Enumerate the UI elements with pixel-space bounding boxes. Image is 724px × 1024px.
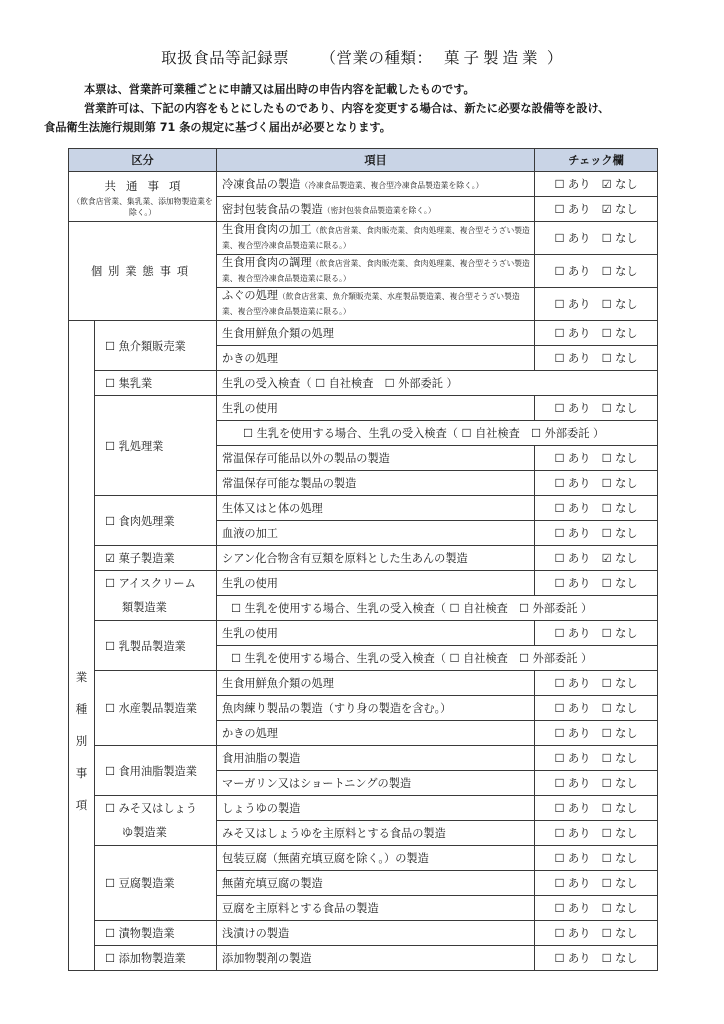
item-cell: かきの処理 — [217, 721, 535, 746]
business-kind: 菓子製造業 — [443, 49, 542, 67]
intro-line-1: 本票は、営業許可業種ごとに申請又は届出時の申告内容を記載したものです。 — [84, 83, 475, 96]
check-cell[interactable]: ☐ あり ☐ なし — [535, 821, 658, 846]
sector-milk-collection[interactable]: ☐ 集乳業 — [95, 371, 217, 396]
sector-ice-cream-line1: ☐ アイスクリーム — [105, 576, 196, 590]
item-cell: みそ又はしょうゆを主原料とする食品の製造 — [217, 821, 535, 846]
check-cell[interactable]: ☐ あり ☐ なし — [535, 721, 658, 746]
check-cell[interactable]: ☐ あり ☐ なし — [535, 496, 658, 521]
sector-meat-processing[interactable]: ☐ 食肉処理業 — [95, 496, 217, 546]
item-cell: 常温保存可能品以外の製品の製造 — [217, 446, 535, 471]
table-row — [69, 371, 658, 396]
header-item: 項目 — [217, 149, 535, 172]
sector-ice-cream[interactable] — [95, 571, 217, 621]
item-cell: しょうゆの製造 — [217, 796, 535, 821]
table-row — [69, 796, 658, 821]
item-cell: 血液の加工 — [217, 521, 535, 546]
sector-edible-oil[interactable]: ☐ 食用油脂製造業 — [95, 746, 217, 796]
item-note: （飲食店営業、魚介類販売業、水産製品製造業、複合型そうざい製造業、複合型冷凍食品製造業に限る。） — [222, 292, 520, 316]
item-cell: 包装豆腐（無菌充填豆腐を除く。）の製造 — [217, 846, 535, 871]
item-cell: 魚肉練り製品の製造（すり身の製造を含む。） — [217, 696, 535, 721]
sector-additives[interactable]: ☐ 添加物製造業 — [95, 946, 217, 971]
individual-label: 個別業態事項 — [69, 222, 217, 321]
header-category: 区分 — [69, 149, 217, 172]
table-row — [69, 921, 658, 946]
item-cell: マーガリン又はショートニングの製造 — [217, 771, 535, 796]
check-cell[interactable]: ☐ あり ☐ なし — [535, 446, 658, 471]
check-cell[interactable]: ☐ あり ☐ なし — [535, 846, 658, 871]
table-row — [69, 546, 658, 571]
table-row — [69, 846, 658, 871]
item-cell: 食用油脂の製造 — [217, 746, 535, 771]
inspection-cell[interactable]: 生乳の受入検査（ ☐ 自社検査 ☐ 外部委託 ） — [217, 371, 658, 396]
item-cell: 生乳の使用 — [217, 396, 535, 421]
sector-miso-soy[interactable] — [95, 796, 217, 846]
check-cell[interactable]: ☐ あり ☐ なし — [535, 896, 658, 921]
item-cell: かきの処理 — [217, 346, 535, 371]
check-cell[interactable]: ☐ あり ☐ なし — [535, 521, 658, 546]
check-cell[interactable]: ☐ あり ☑ なし — [535, 546, 658, 571]
sector-miso-soy-line1: ☐ みそ又はしょう — [105, 801, 197, 815]
item-note: （冷凍食品製造業、複合型冷凍食品製造業を除く。） — [300, 181, 484, 190]
intro-line-2: 営業許可は、下記の内容をもとにしたものであり、内容を変更する場合は、新たに必要な設備等を設け、 — [84, 102, 610, 115]
inspection-cell[interactable]: ☐ 生乳を使用する場合、生乳の受入検査（ ☐ 自社検査 ☐ 外部委託 ） — [217, 596, 658, 621]
inspection-cell[interactable]: ☐ 生乳を使用する場合、生乳の受入検査（ ☐ 自社検査 ☐ 外部委託 ） — [217, 421, 658, 446]
check-cell[interactable]: ☐ あり ☐ なし — [535, 321, 658, 346]
check-cell[interactable]: ☐ あり ☑ なし — [535, 172, 658, 197]
table-row — [69, 396, 658, 421]
item-cell: 生体又はと体の処理 — [217, 496, 535, 521]
intro-line-3: 食品衛生法施行規則第 71 条の規定に基づく届出が必要となります。 — [44, 121, 391, 134]
check-cell[interactable]: ☐ あり ☐ なし — [535, 696, 658, 721]
item-cell: 生乳の使用 — [217, 621, 535, 646]
check-cell[interactable]: ☐ あり ☐ なし — [535, 871, 658, 896]
item-note: （飲食店営業、食肉販売業、食肉処理業、複合型そうざい製造業、複合型冷凍食品製造業に限る。） — [222, 259, 530, 283]
item-cell: 生食用鮮魚介類の処理 — [217, 671, 535, 696]
item-cell: 生食用鮮魚介類の処理 — [217, 321, 535, 346]
item-cell: 浅漬けの製造 — [217, 921, 535, 946]
table-row — [69, 746, 658, 771]
item-note: （密封包装食品製造業を除く。） — [322, 206, 436, 215]
check-cell[interactable]: ☐ あり ☑ なし — [535, 197, 658, 222]
item-cell: ふぐの処理（飲食店営業、魚介類販売業、水産製品製造業、複合型そうざい製造業、複合型冷凍食品製造業に限る。） — [217, 288, 535, 321]
common-note: （飲食店営業、集乳業、添加物製造業を除く。） — [72, 196, 213, 217]
check-cell[interactable]: ☐ あり ☐ なし — [535, 946, 658, 971]
sector-pickles[interactable]: ☐ 漬物製造業 — [95, 921, 217, 946]
check-cell[interactable]: ☐ あり ☐ なし — [535, 921, 658, 946]
check-cell[interactable]: ☐ あり ☐ なし — [535, 746, 658, 771]
form-title-paren-close: ） — [546, 49, 563, 67]
check-cell[interactable]: ☐ あり ☐ なし — [535, 571, 658, 596]
check-cell[interactable]: ☐ あり ☐ なし — [535, 288, 658, 321]
inspection-cell[interactable]: ☐ 生乳を使用する場合、生乳の受入検査（ ☐ 自社検査 ☐ 外部委託 ） — [217, 646, 658, 671]
industry-vertical-label: 業 種 別 事 項 — [69, 321, 95, 971]
item-cell: 密封包装食品の製造（密封包装食品製造業を除く。） — [217, 197, 535, 222]
check-cell[interactable]: ☐ あり ☐ なし — [535, 621, 658, 646]
form-title — [0, 46, 724, 68]
item-cell: 生乳の使用 — [217, 571, 535, 596]
table-row — [69, 946, 658, 971]
table-row — [69, 222, 658, 255]
form-title-main: 取扱食品等記録票 — [161, 49, 290, 67]
check-cell[interactable]: ☐ あり ☐ なし — [535, 471, 658, 496]
check-cell[interactable]: ☐ あり ☐ なし — [535, 796, 658, 821]
table-row — [69, 321, 658, 346]
intro-text — [44, 80, 688, 137]
check-cell[interactable]: ☐ あり ☐ なし — [535, 346, 658, 371]
table-row — [69, 621, 658, 646]
food-record-table — [68, 148, 658, 971]
common-label: 共通事項 — [104, 178, 191, 193]
check-cell[interactable]: ☐ あり ☐ なし — [535, 222, 658, 255]
sector-seafood-products[interactable]: ☐ 水産製品製造業 — [95, 671, 217, 746]
item-cell: 生食用食肉の調理（飲食店営業、食肉販売業、食肉処理業、複合型そうざい製造業、複合型冷凍食品製造業に限る。） — [217, 255, 535, 288]
item-cell: 生食用食肉の加工（飲食店営業、食肉販売業、食肉処理業、複合型そうざい製造業、複合型冷凍食品製造業に限る。） — [217, 222, 535, 255]
check-cell[interactable]: ☐ あり ☐ なし — [535, 771, 658, 796]
sector-ice-cream-line2: 類製造業 — [122, 600, 167, 614]
item-cell: 冷凍食品の製造（冷凍食品製造業、複合型冷凍食品製造業を除く。） — [217, 172, 535, 197]
table-row — [69, 671, 658, 696]
common-category — [69, 172, 217, 222]
sector-dairy-products[interactable]: ☐ 乳製品製造業 — [95, 621, 217, 671]
table-row — [69, 496, 658, 521]
item-cell: 無菌充填豆腐の製造 — [217, 871, 535, 896]
check-cell[interactable]: ☐ あり ☐ なし — [535, 671, 658, 696]
item-cell: 常温保存可能な製品の製造 — [217, 471, 535, 496]
item-cell: 豆腐を主原料とする食品の製造 — [217, 896, 535, 921]
table-row — [69, 172, 658, 197]
check-cell[interactable]: ☐ あり ☐ なし — [535, 255, 658, 288]
item-cell: シアン化合物含有豆類を原料とした生あんの製造 — [217, 546, 535, 571]
sector-milk-processing[interactable]: ☐ 乳処理業 — [95, 396, 217, 496]
table-row — [69, 571, 658, 596]
item-note: （飲食店営業、食肉販売業、食肉処理業、複合型そうざい製造業、複合型冷凍食品製造業に限る。） — [222, 226, 530, 250]
form-title-paren-open: （営業の種類： — [320, 49, 433, 67]
sector-confectionery[interactable]: ☑ 菓子製造業 — [95, 546, 217, 571]
table-header-row — [69, 149, 658, 172]
header-check: チェック欄 — [535, 149, 658, 172]
check-cell[interactable]: ☐ あり ☐ なし — [535, 396, 658, 421]
sector-miso-soy-line2: ゆ製造業 — [122, 825, 167, 839]
item-cell: 添加物製剤の製造 — [217, 946, 535, 971]
sector-tofu[interactable]: ☐ 豆腐製造業 — [95, 846, 217, 921]
sector-fish-sales[interactable]: ☐ 魚介類販売業 — [95, 321, 217, 371]
